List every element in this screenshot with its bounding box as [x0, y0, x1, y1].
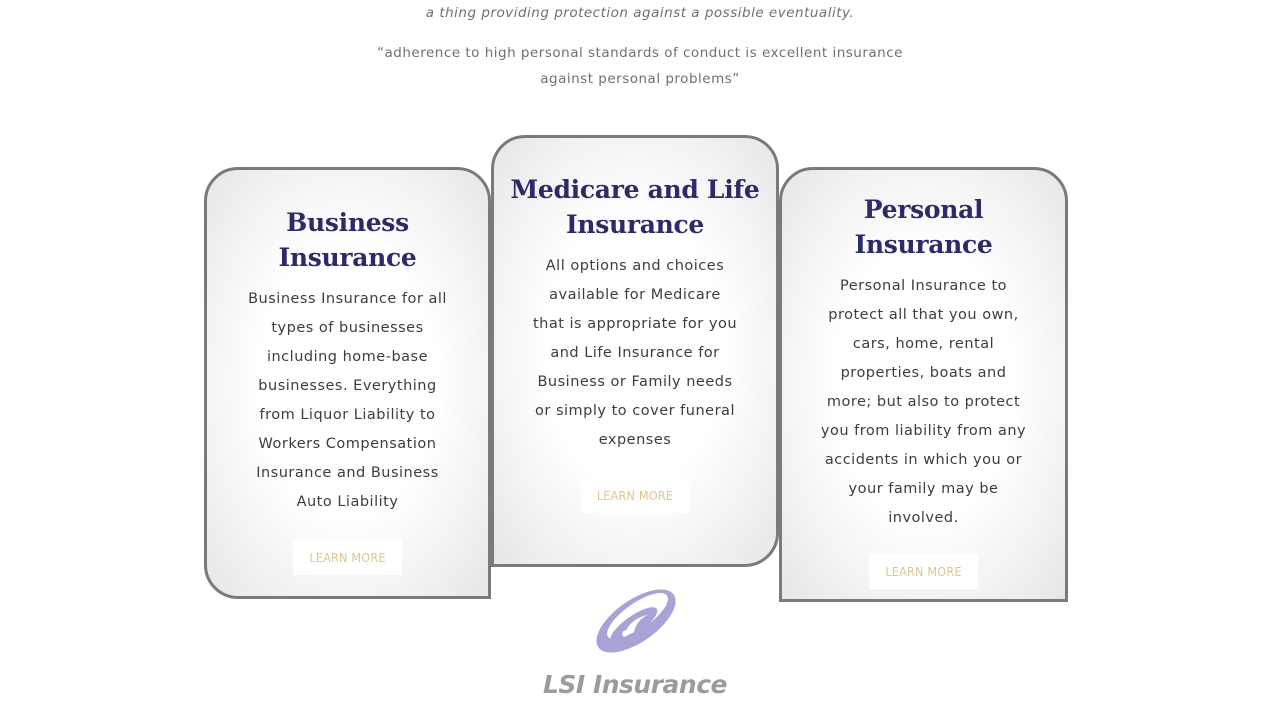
card-body-line: or simply to cover funeral: [535, 403, 735, 419]
card-body: [799, 272, 1049, 533]
business-learn-more-button[interactable]: LEARN MORE: [293, 540, 401, 575]
card-body-line: available for Medicare: [549, 287, 721, 303]
card-title-line-1: Medicare and Life: [510, 175, 760, 204]
card-title-line-2: Insurance: [565, 210, 705, 239]
card-title-line-2: Insurance: [278, 243, 417, 272]
card-body-line: Personal Insurance to: [839, 278, 1008, 294]
card-body-line: and Life Insurance for: [550, 345, 720, 361]
card-body-line: businesses. Everything: [258, 378, 437, 394]
card-body-line: types of businesses: [271, 320, 424, 336]
business-insurance-card: [204, 167, 491, 599]
card-body-line: including home-base: [266, 349, 429, 365]
card-body-line: Auto Liability: [296, 494, 399, 510]
card-body-line: expenses: [598, 432, 672, 448]
quote-text: [340, 40, 940, 92]
card-body-line: more; but also to protect: [826, 394, 1021, 410]
card-body-line: properties, boats and: [840, 365, 1007, 381]
card-title-line-2: Insurance: [854, 230, 993, 259]
card-body-line: All options and choices: [545, 258, 725, 274]
quote-line-2: against personal problems”: [540, 71, 740, 87]
card-body-line: from Liquor Liability to: [259, 407, 436, 423]
card-title-line-1: Personal: [863, 195, 984, 224]
card-body: [505, 252, 765, 455]
card-body-line: cars, home, rental: [852, 336, 995, 352]
card-title: [494, 172, 776, 242]
personal-insurance-card: [779, 167, 1068, 602]
medicare-learn-more-button[interactable]: LEARN MORE: [581, 478, 689, 513]
definition-text: a thing providing protection against a possible eventuality.: [425, 5, 855, 21]
card-body-line: involved.: [888, 510, 959, 526]
lsi-swirl-logo-icon: [540, 585, 730, 665]
card-body-line: protect all that you own,: [828, 307, 1019, 323]
card-body: [223, 285, 473, 517]
card-title: [207, 205, 488, 275]
quote-line-1: “adherence to high personal standards of conduct is excellent insurance: [377, 45, 903, 61]
card-body-line: Business Insurance for all: [248, 291, 447, 307]
medicare-life-insurance-card: [491, 135, 779, 567]
card-body-line: that is appropriate for you: [532, 316, 738, 332]
card-body-line: Workers Compensation: [258, 436, 437, 452]
lsi-logo[interactable]: [540, 585, 740, 705]
logo-text: LSI Insurance: [543, 670, 727, 699]
card-body-line: you from liability from any: [820, 423, 1027, 439]
card-title-line-1: Business: [286, 208, 409, 237]
card-body-line: Insurance and Business: [256, 465, 439, 481]
card-body-line: your family may be: [848, 481, 999, 497]
card-body-line: Business or Family needs: [537, 374, 733, 390]
personal-learn-more-button[interactable]: LEARN MORE: [869, 554, 977, 589]
card-title: [782, 192, 1065, 262]
card-body-line: accidents in which you or: [824, 452, 1023, 468]
